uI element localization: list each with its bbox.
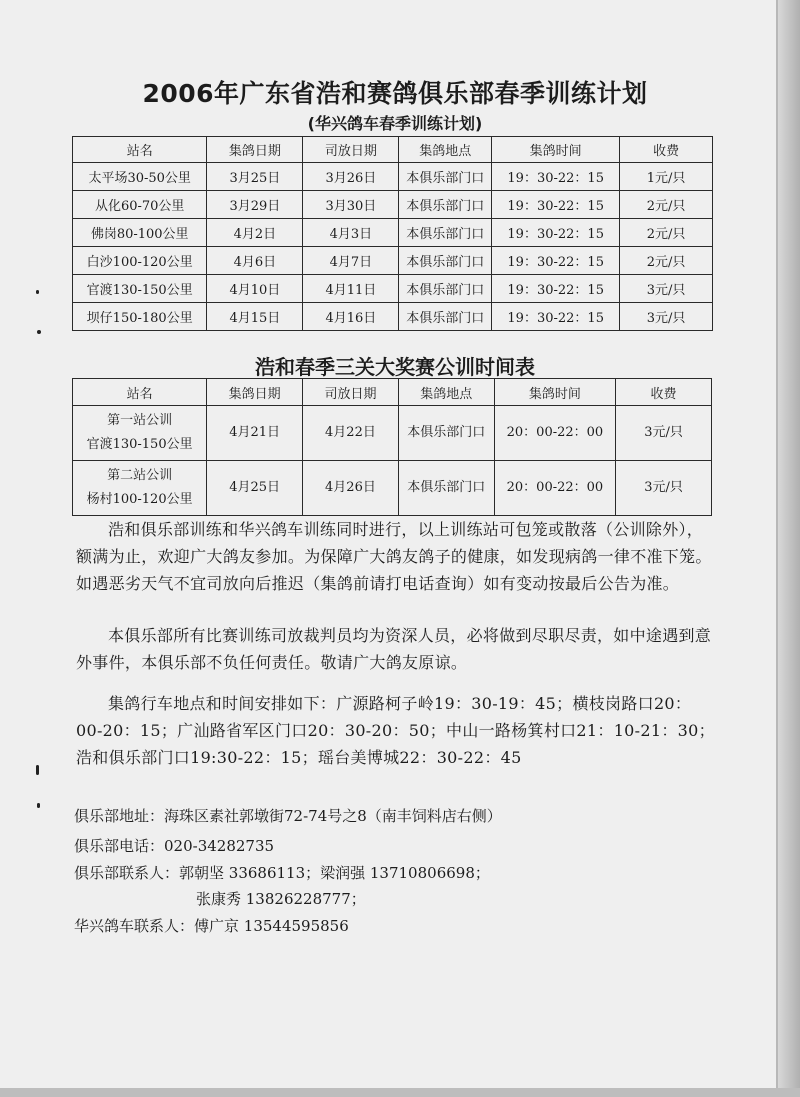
cell-station: 佛岗80-100公里: [73, 219, 207, 247]
header-station: 站名: [73, 137, 207, 163]
cell-fee: 3元/只: [620, 275, 713, 303]
cell-release-date: 3月30日: [303, 191, 399, 219]
cell-time: 19：30-22：15: [492, 163, 620, 191]
club-contacts-continued: 张康秀 13826228777；: [196, 890, 366, 908]
cell-location: 本俱乐部门口: [399, 247, 492, 275]
cell-station: [73, 461, 207, 516]
table-row: [73, 406, 712, 461]
stage-name: 第二站公训: [107, 468, 173, 483]
header-fee: 收费: [620, 137, 713, 163]
cell-station: 官渡130-150公里: [73, 275, 207, 303]
scan-speck: [36, 290, 39, 294]
cell-collect-date: 3月25日: [207, 163, 303, 191]
scan-speck: [36, 765, 39, 775]
cell-time: 20：00-22：00: [494, 406, 615, 461]
cell-release-date: 4月22日: [303, 406, 399, 461]
cell-collect-date: 3月29日: [207, 191, 303, 219]
cell-station: 太平场30-50公里: [73, 163, 207, 191]
cell-collect-date: 4月25日: [207, 461, 303, 516]
cell-location: 本俱乐部门口: [399, 163, 492, 191]
huaxing-contact: 华兴鸽车联系人：傅广京 13544595856: [74, 917, 349, 935]
cell-location: 本俱乐部门口: [399, 303, 492, 331]
cell-time: 19：30-22：15: [492, 275, 620, 303]
cell-time: 19：30-22：15: [492, 303, 620, 331]
header-fee: 收费: [616, 379, 712, 406]
header-collect-date: 集鸽日期: [207, 379, 303, 406]
cell-release-date: 4月16日: [303, 303, 399, 331]
public-training-table: [72, 378, 712, 516]
pickup-schedule-paragraph: 集鸽行车地点和时间安排如下：广源路柯子岭19：30-19：45；横枝岗路口20：00-20：15；广汕路省军区门口20：30-20：50；中山一路杨箕村口21：10-21：30；浩和俱乐部门口19:30-22：15；瑶台美博城22：30-22：45: [76, 694, 715, 767]
notice-paragraph-1: 浩和俱乐部训练和华兴鸽车训练同时进行，以上训练站可包笼或散落（公训除外），额满为止，欢迎广大鸽友参加。为保障广大鸽友鸽子的健康，如发现病鸽一律不准下笼。如遇恶劣天气不宜司放向后推迟（集鸽前请打电话查询）如有变动按最后公告为准。: [76, 520, 712, 593]
cell-location: 本俱乐部门口: [399, 219, 492, 247]
header-release-date: 司放日期: [303, 137, 399, 163]
cell-station: 白沙100-120公里: [73, 247, 207, 275]
page-title: 2006年广东省浩和赛鸽俱乐部春季训练计划: [142, 79, 648, 108]
cell-release-date: 4月26日: [303, 461, 399, 516]
header-collect-location: 集鸽地点: [398, 379, 494, 406]
stage-place: 官渡130-150公里: [86, 437, 193, 452]
cell-fee: 1元/只: [620, 163, 713, 191]
cell-time: 20：00-22：00: [494, 461, 615, 516]
table-row: [73, 461, 712, 516]
cell-location: 本俱乐部门口: [398, 461, 494, 516]
page-subtitle: (华兴鸽车春季训练计划): [307, 114, 483, 133]
cell-release-date: 4月7日: [303, 247, 399, 275]
cell-fee: 2元/只: [620, 247, 713, 275]
table-row: [73, 191, 713, 219]
cell-time: 19：30-22：15: [492, 219, 620, 247]
cell-fee: 3元/只: [616, 406, 712, 461]
stage-place: 杨村100-120公里: [86, 492, 193, 507]
section-title-public-training: 浩和春季三关大奖赛公训时间表: [255, 355, 535, 379]
cell-station: 从化60-70公里: [73, 191, 207, 219]
cell-station: [73, 406, 207, 461]
header-collect-date: 集鸽日期: [207, 137, 303, 163]
table-row: [73, 219, 713, 247]
page-edge: [778, 0, 800, 1097]
cell-collect-date: 4月21日: [207, 406, 303, 461]
header-station: 站名: [73, 379, 207, 406]
header-collect-time: 集鸽时间: [492, 137, 620, 163]
cell-release-date: 4月3日: [303, 219, 399, 247]
table-header-row: [73, 379, 712, 406]
stage-name: 第一站公训: [107, 413, 173, 428]
header-collect-time: 集鸽时间: [494, 379, 615, 406]
cell-release-date: 4月11日: [303, 275, 399, 303]
cell-time: 19：30-22：15: [492, 191, 620, 219]
cell-fee: 2元/只: [620, 191, 713, 219]
club-contacts: 俱乐部联系人：郭朝坚 33686113；梁润强 13710806698；: [74, 864, 490, 882]
table-row: [73, 163, 713, 191]
cell-time: 19：30-22：15: [492, 247, 620, 275]
cell-location: 本俱乐部门口: [399, 191, 492, 219]
scan-speck: [37, 803, 40, 808]
page-bottom-edge: [0, 1088, 800, 1097]
table-row: [73, 275, 713, 303]
table-header-row: [73, 137, 713, 163]
cell-location: 本俱乐部门口: [398, 406, 494, 461]
table-row: [73, 247, 713, 275]
table-row: [73, 303, 713, 331]
header-collect-location: 集鸽地点: [399, 137, 492, 163]
cell-location: 本俱乐部门口: [399, 275, 492, 303]
cell-fee: 2元/只: [620, 219, 713, 247]
cell-station: 坝仔150-180公里: [73, 303, 207, 331]
header-release-date: 司放日期: [303, 379, 399, 406]
spring-training-table: [72, 136, 713, 331]
cell-collect-date: 4月2日: [207, 219, 303, 247]
club-address: 俱乐部地址：海珠区素社郭墩街72-74号之8（南丰饲料店右侧）: [74, 807, 502, 825]
cell-fee: 3元/只: [620, 303, 713, 331]
cell-fee: 3元/只: [616, 461, 712, 516]
club-phone: 俱乐部电话：020-34282735: [74, 837, 275, 855]
scan-speck: [37, 330, 41, 334]
notice-paragraph-2: 本俱乐部所有比赛训练司放裁判员均为资深人员，必将做到尽职尽责，如中途遇到意外事件，本俱乐部不负任何责任。敬请广大鸽友原谅。: [76, 626, 712, 672]
cell-collect-date: 4月10日: [207, 275, 303, 303]
cell-release-date: 3月26日: [303, 163, 399, 191]
cell-collect-date: 4月6日: [207, 247, 303, 275]
cell-collect-date: 4月15日: [207, 303, 303, 331]
